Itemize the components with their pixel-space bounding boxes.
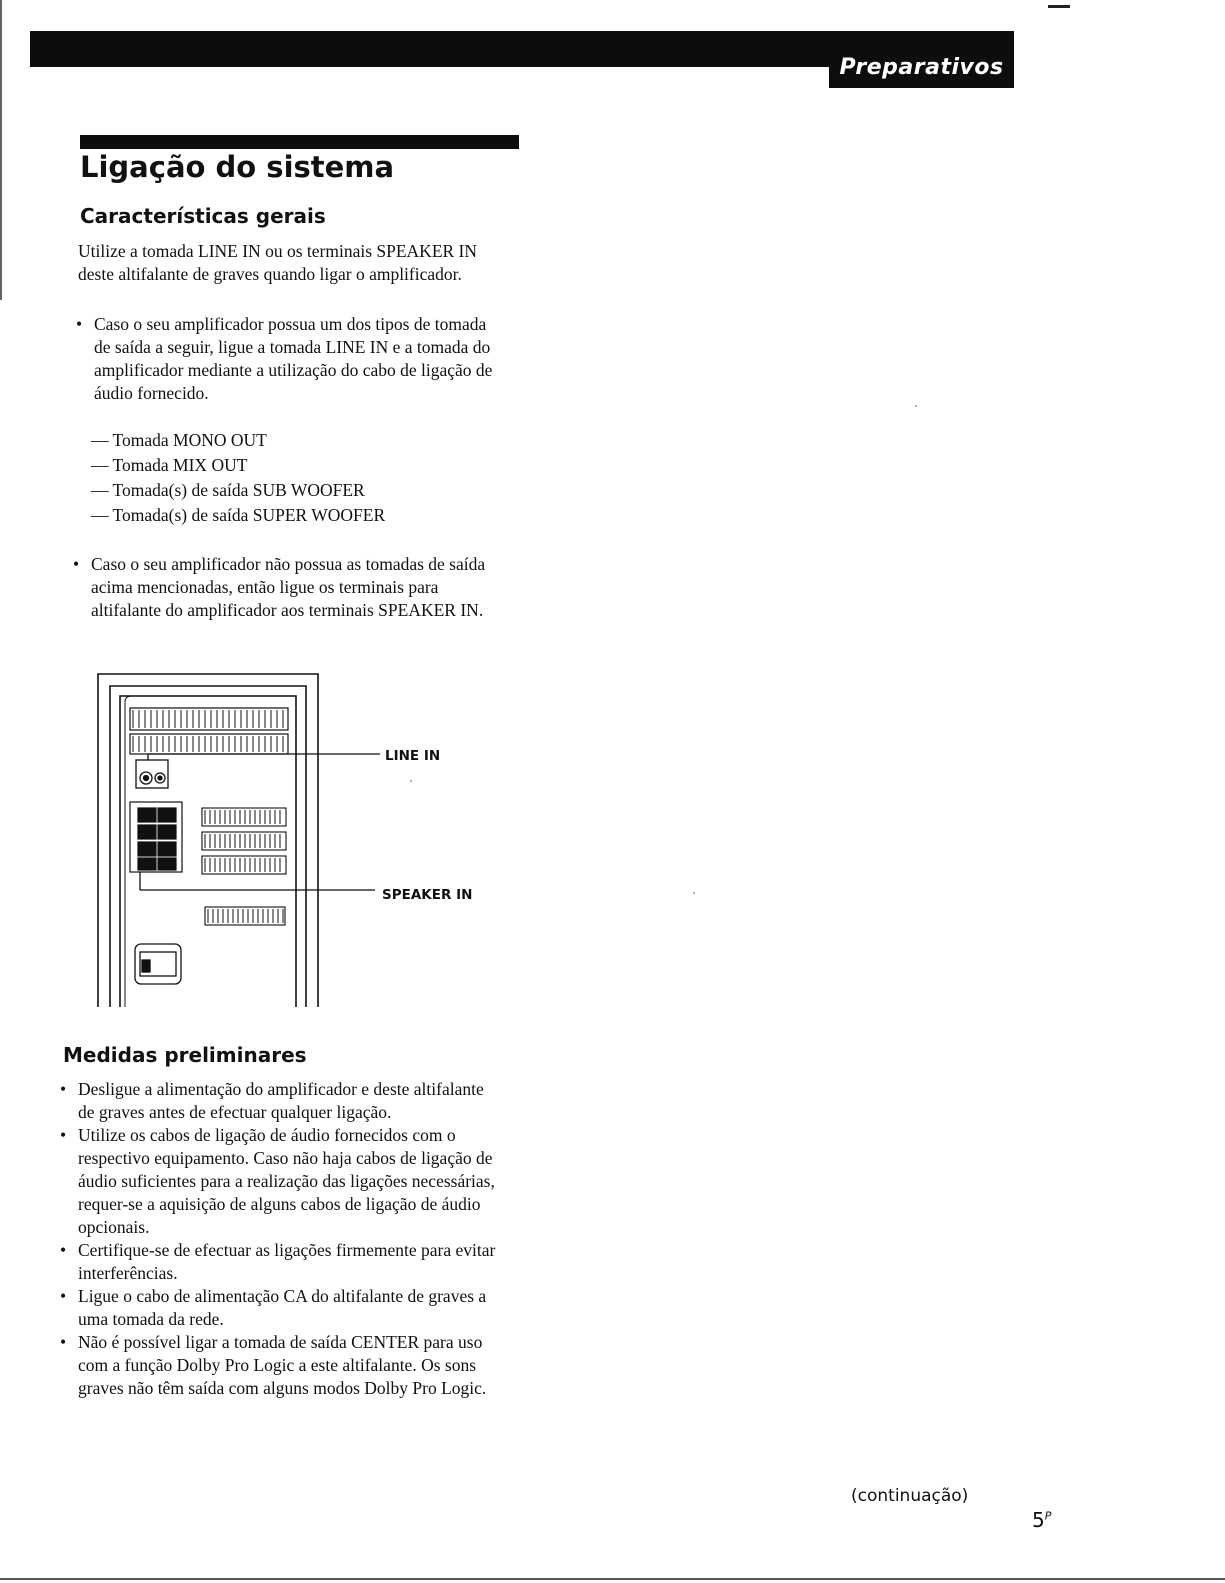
- corner-mark: [1048, 5, 1070, 8]
- bullet-dot: •: [73, 554, 80, 574]
- page-number-suffix: P: [1044, 1509, 1052, 1523]
- page-number: [1032, 1508, 1051, 1532]
- output-item: — Tomada MIX OUT: [91, 455, 248, 475]
- list-item-text: Ligue o cabo de alimentação CA do altifalante de graves a uma tomada da rede.: [78, 1286, 487, 1329]
- scan-speck: [915, 405, 917, 407]
- bullet-dot: •: [60, 1079, 67, 1099]
- scan-speck: [693, 892, 695, 894]
- page-title: Ligação do sistema: [80, 150, 395, 184]
- list-item: [60, 1239, 500, 1285]
- bullet-text: Caso o seu amplificador possua um dos tipos de tomada de saída a seguir, ligue a tomada LINE IN e a tomada do amplificador mediante a utilização do cabo de ligação de áudio fornecido.: [94, 314, 493, 403]
- list-item-text: Não é possível ligar a tomada de saída CENTER para uso com a função Dolby Pro Logic a este altifalante. Os sons graves não têm saída com alguns modos Dolby Pro Logic.: [78, 1332, 487, 1398]
- bullet-item: [76, 313, 504, 405]
- speaker-terminals: [130, 802, 182, 872]
- list-item: [60, 1078, 500, 1124]
- preliminary-list: [60, 1078, 500, 1400]
- scan-speck: [410, 780, 412, 782]
- output-item: — Tomada(s) de saída SUPER WOOFER: [91, 505, 386, 525]
- list-item: [60, 1285, 500, 1331]
- voltage-selector: [135, 944, 181, 984]
- list-item-text: Utilize os cabos de ligação de áudio fornecidos com o respectivo equipamento. Caso não haja cabos de ligação de áudio suficientes para a realização das ligações necessárias, requer-se a aquisição de alguns cabos de ligação de áudio opcionais.: [78, 1125, 495, 1237]
- continued-label: (continuação): [851, 1486, 969, 1506]
- output-list: [91, 428, 385, 528]
- rear-panel-diagram: [90, 662, 530, 1007]
- bullet-dot: •: [60, 1286, 67, 1306]
- bullet-dot: •: [60, 1240, 67, 1260]
- list-item: [60, 1331, 500, 1400]
- bullet-line-in: [76, 313, 504, 405]
- page-number-value: 5: [1032, 1508, 1045, 1532]
- scan-edge-line: [0, 0, 2, 300]
- bullet-dot: •: [60, 1332, 67, 1352]
- speaker-in-callout: SPEAKER IN: [382, 887, 473, 903]
- bullet-speaker-in: [73, 553, 498, 622]
- line-in-callout: LINE IN: [385, 748, 441, 764]
- top-vents: [130, 708, 288, 754]
- list-item: [60, 1124, 500, 1239]
- bullet-dot: •: [60, 1125, 67, 1145]
- scan-bottom-edge: [0, 1578, 1225, 1580]
- preliminary-heading: Medidas preliminares: [63, 1043, 307, 1067]
- line-in-jack: [136, 760, 168, 788]
- bullet-text: Caso o seu amplificador não possua as tomadas de saída acima mencionadas, então ligue os terminais para altifalante do amplificador aos terminais SPEAKER IN.: [91, 554, 486, 620]
- general-heading: Características gerais: [80, 204, 326, 228]
- section-tab: Preparativos: [829, 48, 1014, 88]
- title-rule: [80, 135, 519, 149]
- list-item-text: Desligue a alimentação do amplificador e deste altifalante de graves antes de efectuar qualquer ligação.: [78, 1079, 484, 1122]
- list-item-text: Certifique-se de efectuar as ligações firmemente para evitar interferências.: [78, 1240, 496, 1283]
- bullet-dot: •: [76, 314, 83, 334]
- general-intro: Utilize a tomada LINE IN ou os terminais SPEAKER IN deste altifalante de graves quando ligar o amplificador.: [78, 241, 478, 284]
- output-item: — Tomada MONO OUT: [91, 430, 267, 450]
- bullet-item: [73, 553, 498, 622]
- output-item: — Tomada(s) de saída SUB WOOFER: [91, 480, 365, 500]
